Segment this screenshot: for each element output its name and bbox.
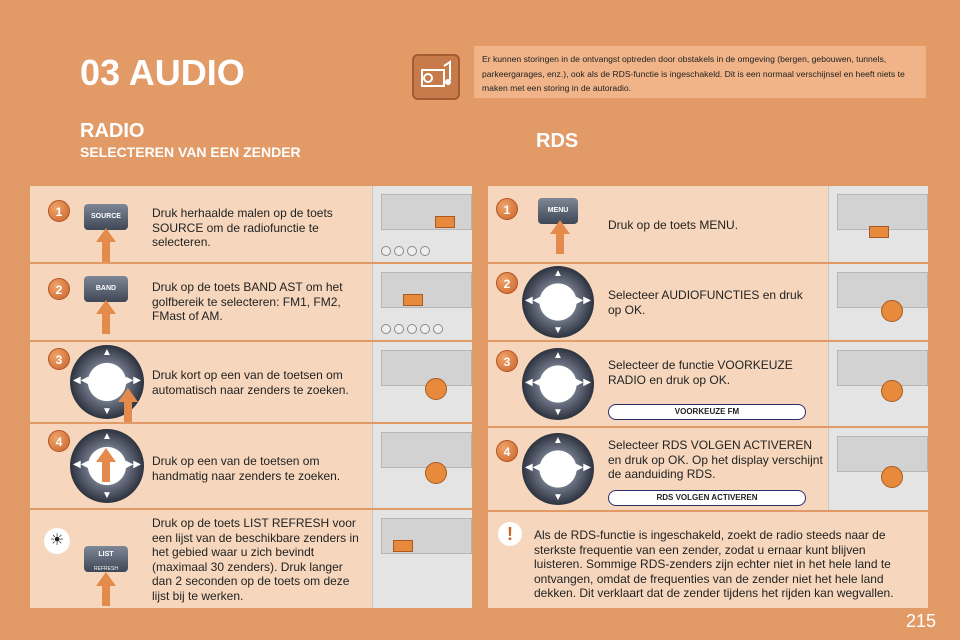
rds-step-2	[488, 264, 928, 340]
page-number: 215	[905, 611, 936, 631]
step-text: Selecteer RDS VOLGEN ACTIVEREN en druk op OK. Op het display verschijnt de aanduiding RDS.	[608, 438, 823, 481]
rds-warning	[488, 512, 928, 608]
navigation-pad-icon: ▲ ▼ ◀◀ ▶▶	[70, 429, 144, 503]
warning-icon: !	[498, 522, 522, 546]
press-arrow-icon	[96, 572, 116, 586]
step-text: Druk op de toets MENU.	[608, 218, 739, 232]
audio-icon	[412, 54, 460, 100]
rds-step-1	[488, 186, 928, 262]
navigation-pad-icon: ▲ ▼ ◀◀ ▶▶	[70, 345, 144, 419]
list-refresh-button-icon: LIST REFRESH	[84, 546, 128, 572]
step-number: 4	[48, 430, 70, 452]
radio-panel-image	[828, 428, 928, 510]
display-preset-fm: VOORKEUZE FM	[608, 404, 806, 420]
step-text: Selecteer de functie VOORKEUZE RADIO en druk op OK.	[608, 358, 793, 387]
navigation-pad-icon: ▲ ▼ ◀◀ ▶▶	[522, 348, 594, 420]
tip-text: Druk op de toets LIST REFRESH voor een lijst van de beschikbare zenders in het gebied waar u zich bevindt (maximaal 30 zenders). Druk langer dan 2 seconden op de toets om deze lijst bij te werken.	[152, 516, 359, 603]
step-text: Druk kort op een van de toetsen om automatisch naar zenders te zoeken.	[152, 368, 349, 397]
press-arrow-icon	[96, 300, 116, 314]
radio-panel-image	[828, 186, 928, 262]
rds-heading: RDS	[536, 130, 579, 152]
press-arrow-icon	[550, 220, 570, 234]
reception-notice: Er kunnen storingen in de ontvangst optreden door obstakels in de omgeving (bergen, gebouwen, tunnels, parkeergarages, enz.), ook als de RDS-functie is ingeschakeld. Dit is een normaal verschijnsel en heeft niets te maken met een storing in de autoradio.	[474, 46, 926, 98]
rds-step-3	[488, 342, 928, 426]
display-rds-follow: RDS VOLGEN ACTIVEREN	[608, 490, 806, 506]
step-number: 3	[496, 350, 518, 372]
step-text: Selecteer AUDIOFUNCTIES en druk op OK.	[608, 288, 803, 317]
radio-panel-image	[828, 264, 928, 340]
radio-panel-image	[372, 510, 472, 608]
radio-step-3	[30, 342, 472, 422]
radio-subheading: SELECTEREN VAN EEN ZENDER	[80, 144, 301, 160]
press-arrow-icon	[96, 228, 116, 242]
rds-step-4	[488, 428, 928, 510]
step-text: Druk op een van de toetsen om handmatig naar zenders te zoeken.	[152, 454, 341, 483]
step-number: 2	[48, 278, 70, 300]
step-number: 2	[496, 272, 518, 294]
radio-panel-image	[828, 342, 928, 426]
page-title: 03 AUDIO	[80, 52, 245, 93]
warning-text: Als de RDS-functie is ingeschakeld, zoekt de radio steeds naar de sterkste frequentie van een zender, zodat u ernaar kunt blijven luisteren. Sommige RDS-zenders zijn echter niet in het hele land te ontvangen, omdat de frequenties van de zender niet het hele land dekken. Dit verklaart dat de zender tijdens het rijden kan wegvallen.	[534, 528, 894, 600]
navigation-pad-icon: ▲ ▼ ◀◀ ▶▶	[522, 266, 594, 338]
navigation-pad-icon: ▲ ▼ ◀◀ ▶▶	[522, 433, 594, 505]
radio-step-2	[30, 264, 472, 340]
radio-panel-image	[372, 264, 472, 340]
radio-tip	[30, 510, 472, 608]
radio-step-4	[30, 424, 472, 508]
step-text: Druk op de toets BAND AST om het golfbereik te selecteren: FM1, FM2, FMast of AM.	[152, 280, 343, 323]
radio-step-1	[30, 186, 472, 262]
lightbulb-icon: ☀	[44, 528, 70, 554]
menu-button-icon: MENU	[538, 198, 578, 224]
press-arrow-icon	[118, 388, 138, 402]
radio-panel-image	[372, 186, 472, 262]
radio-panel-image	[372, 424, 472, 508]
step-number: 1	[48, 200, 70, 222]
step-number: 1	[496, 198, 518, 220]
step-text: Druk herhaalde malen op de toets SOURCE om de radiofunctie te selecteren.	[152, 206, 333, 249]
step-number: 3	[48, 348, 70, 370]
step-number: 4	[496, 440, 518, 462]
band-button-icon: BAND	[84, 276, 128, 302]
radio-panel-image	[372, 342, 472, 422]
radio-heading: RADIO	[80, 120, 145, 142]
press-arrow-icon	[96, 448, 116, 462]
source-button-icon: SOURCE	[84, 204, 128, 230]
